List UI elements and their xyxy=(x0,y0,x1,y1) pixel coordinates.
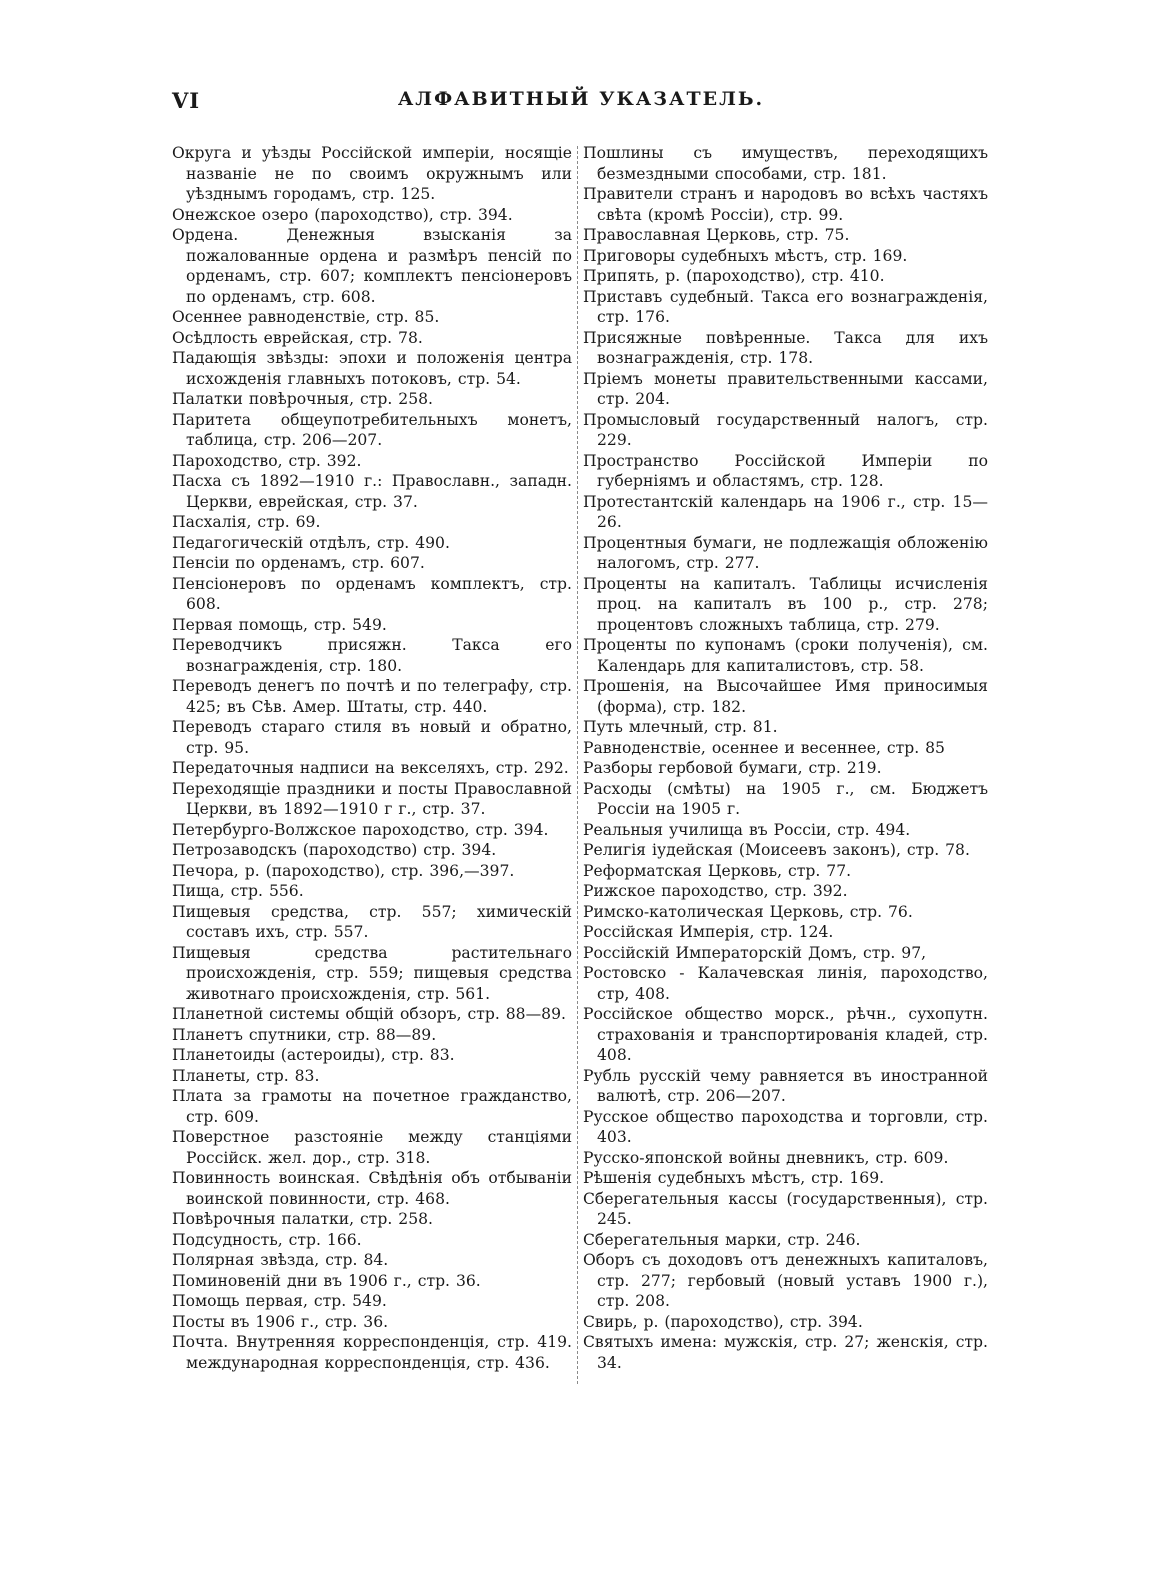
index-entry: Пасхалія, стр. 69. xyxy=(172,513,321,531)
index-entry: Религія іудейская (Моисеевъ законъ), стр. 78. xyxy=(583,841,970,859)
index-entry: Правители странъ и народовъ во всѣхъ частяхъ свѣта (кромѣ Россіи), стр. 99. xyxy=(583,185,988,224)
column-divider xyxy=(577,146,578,1384)
index-entry: Путь млечный, стр. 81. xyxy=(583,718,778,736)
index-entry: Реальныя училища въ Россіи, стр. 494. xyxy=(583,820,911,839)
index-entry: Оборъ съ доходовъ отъ денежныхъ капиталовъ, стр. 277; гербовый (новый уставъ 1900 г.), стр. 208. xyxy=(583,1251,988,1310)
index-entry: Пищевыя средства растительнаго происхожденія, стр. 559; пищевыя средства животнаго происхожденія, стр. 561. xyxy=(172,943,572,1003)
index-entry: Расходы (смѣты) на 1905 г., см. Бюджетъ Россіи на 1905 г. xyxy=(583,779,988,818)
index-entry: Поминовеній дни въ 1906 г., стр. 36. xyxy=(172,1271,481,1290)
index-entry: Падающія звѣзды: эпохи и положенія центра исхожденія главныхъ потоковъ, стр. 54. xyxy=(172,349,572,388)
index-entry: Посты въ 1906 г., стр. 36. xyxy=(172,1312,389,1331)
index-entry: Русско-японской войны дневникъ, стр. 609. xyxy=(583,1148,949,1167)
index-entry: Переводчикъ присяжн. Такса его вознагражденія, стр. 180. xyxy=(172,636,572,675)
index-entry: Поверстное разстояніе между станціями Россійск. жел. дор., стр. 318. xyxy=(172,1128,572,1167)
index-entry: Свирь, р. (пароходство), стр. 394. xyxy=(583,1312,863,1331)
index-entry: Ростовско - Калачевская линія, пароходство, стр, 408. xyxy=(583,964,988,1003)
index-entry: Пищевыя средства, стр. 557; химическій составъ ихъ, стр. 557. xyxy=(172,902,572,941)
index-entry: Римско-католическая Церковь, стр. 76. xyxy=(583,902,913,921)
index-entry: Петербурго-Волжское пароходство, стр. 394. xyxy=(172,820,549,839)
index-entry: Процентныя бумаги, не подлежащія обложенію налогомъ, стр. 277. xyxy=(583,533,988,572)
index-entry: Проценты на капиталъ. Таблицы исчисленія проц. на капиталъ въ 100 р., стр. 278; процентовъ сложныхъ таблица, стр. 279. xyxy=(583,574,988,634)
index-entry: Пенсіонеровъ по орденамъ комплектъ, стр. 608. xyxy=(172,574,572,613)
index-entry: Пароходство, стр. 392. xyxy=(172,451,362,470)
index-entry: Пріемъ монеты правительственными кассами, стр. 204. xyxy=(583,369,988,408)
running-title: АЛФАВИТНЫЙ УКАЗАТЕЛЬ. xyxy=(397,88,765,110)
index-column-left xyxy=(172,143,572,1373)
index-entry: Планетной системы общій обзоръ, стр. 88—89. xyxy=(172,1005,566,1023)
index-entry: Припять, р. (пароходство), стр. 410. xyxy=(583,267,885,285)
index-entry: Русское общество пароходства и торговли, стр. 403. xyxy=(583,1107,988,1146)
index-column-right xyxy=(583,143,988,1373)
index-entry: Паритета общеупотребительныхъ монетъ, таблица, стр. 206—207. xyxy=(172,410,572,449)
index-entry: Планетъ спутники, стр. 88—89. xyxy=(172,1025,437,1044)
index-entry: Приговоры судебныхъ мѣстъ, стр. 169. xyxy=(583,246,908,265)
index-entry: Педагогическій отдѣлъ, стр. 490. xyxy=(172,533,450,552)
index-entry: Прошенія, на Высочайшее Имя приносимыя (форма), стр. 182. xyxy=(583,677,988,716)
index-entry: Сберегательныя марки, стр. 246. xyxy=(583,1230,861,1249)
index-entry: Осѣдлость еврейская, стр. 78. xyxy=(172,328,423,347)
index-entry: Планетоиды (астероиды), стр. 83. xyxy=(172,1046,455,1064)
index-entry: Передаточныя надписи на векселяхъ, стр. 292. xyxy=(172,759,569,777)
index-entry: Переводъ денегъ по почтѣ и по телеграфу, стр. 425; въ Сѣв. Амер. Штаты, стр. 440. xyxy=(172,677,572,716)
index-entry: Реформатская Церковь, стр. 77. xyxy=(583,861,852,880)
index-entry: Повѣрочныя палатки, стр. 258. xyxy=(172,1210,433,1228)
index-entry: Петрозаводскъ (пароходство) стр. 394. xyxy=(172,841,497,859)
index-entry: Рубль русскій чему равняется въ иностранной валютѣ, стр. 206—207. xyxy=(583,1066,988,1105)
index-entry: Пошлины съ имуществъ, переходящихъ безмездными способами, стр. 181. xyxy=(583,144,988,183)
index-entry: Переводъ стараго стиля въ новый и обратно, стр. 95. xyxy=(172,718,572,757)
index-entry: Повинность воинская. Свѣдѣнія объ отбываніи воинской повинности, стр. 468. xyxy=(172,1169,572,1208)
index-entry: Пасха съ 1892—1910 г.: Православн., западн. Церкви, еврейская, стр. 37. xyxy=(172,472,572,511)
index-entry: Рѣшенія судебныхъ мѣстъ, стр. 169. xyxy=(583,1169,885,1187)
index-entry: Разборы гербовой бумаги, стр. 219. xyxy=(583,759,882,777)
index-entry: Промысловый государственный налогъ, стр. 229. xyxy=(583,410,988,449)
page-number: VI xyxy=(172,88,201,113)
index-entry: Святыхъ имена: мужскія, стр. 27; женскія, стр. 34. xyxy=(583,1333,988,1372)
index-entry: Почта. Внутренняя корреспонденція, стр. 419. международная корреспонденція, стр. 436. xyxy=(172,1333,572,1372)
index-entry: Полярная звѣзда, стр. 84. xyxy=(172,1251,389,1269)
index-entry: Пища, стр. 556. xyxy=(172,882,304,900)
index-entry: Рижское пароходство, стр. 392. xyxy=(583,882,848,900)
index-entry: Россійское общество морск., рѣчн., сухопутн. страхованія и транспортированія кладей, стр. 408. xyxy=(583,1005,988,1064)
index-entry: Палатки повѣрочныя, стр. 258. xyxy=(172,390,433,408)
index-entry: Онежское озеро (пароходство), стр. 394. xyxy=(172,205,513,224)
index-entry: Помощь первая, стр. 549. xyxy=(172,1292,387,1310)
index-entry: Присяжные повѣренные. Такса для ихъ вознагражденія, стр. 178. xyxy=(583,328,988,367)
index-entry: Протестантскій календарь на 1906 г., стр. 15—26. xyxy=(583,492,988,531)
index-entry: Планеты, стр. 83. xyxy=(172,1066,320,1085)
index-entry: Пространство Россійской Имперіи по губерніямъ и областямъ, стр. 128. xyxy=(583,451,988,490)
index-entry: Россійская Имперія, стр. 124. xyxy=(583,923,834,941)
index-entry: Ордена. Денежныя взысканія за пожалованные ордена и размѣръ пенсій по орденамъ, стр. 607; комплектъ пенсіонеровъ по орденамъ, стр. 608. xyxy=(172,226,572,306)
index-entry: Печора, р. (пароходство), стр. 396,—397. xyxy=(172,861,515,880)
index-entry: Православная Церковь, стр. 75. xyxy=(583,226,850,244)
index-entry: Равноденствіе, осеннее и весеннее, стр. 85 xyxy=(583,738,945,757)
index-entry: Пенсіи по орденамъ, стр. 607. xyxy=(172,554,425,572)
page-header xyxy=(172,88,990,118)
index-entry: Округа и уѣзды Россійской имперіи, носящіе названіе не по своимъ окружнымъ или уѣзднымъ городамъ, стр. 125. xyxy=(172,144,572,203)
index-entry: Переходящіе праздники и посты Православной Церкви, въ 1892—1910 г г., стр. 37. xyxy=(172,779,572,818)
index-entry: Осеннее равноденствіе, стр. 85. xyxy=(172,308,440,326)
index-entry: Проценты по купонамъ (сроки полученія), см. Календарь для капиталистовъ, стр. 58. xyxy=(583,636,988,675)
index-entry: Россійскій Императорскій Домъ, стр. 97, xyxy=(583,943,927,962)
index-entry: Сберегательныя кассы (государственныя), стр. 245. xyxy=(583,1189,988,1228)
index-entry: Плата за грамоты на почетное гражданство, стр. 609. xyxy=(172,1087,572,1126)
index-entry: Приставъ судебный. Такса его вознагражденія, стр. 176. xyxy=(583,287,988,326)
index-entry: Первая помощь, стр. 549. xyxy=(172,615,387,634)
index-entry: Подсудность, стр. 166. xyxy=(172,1230,362,1249)
